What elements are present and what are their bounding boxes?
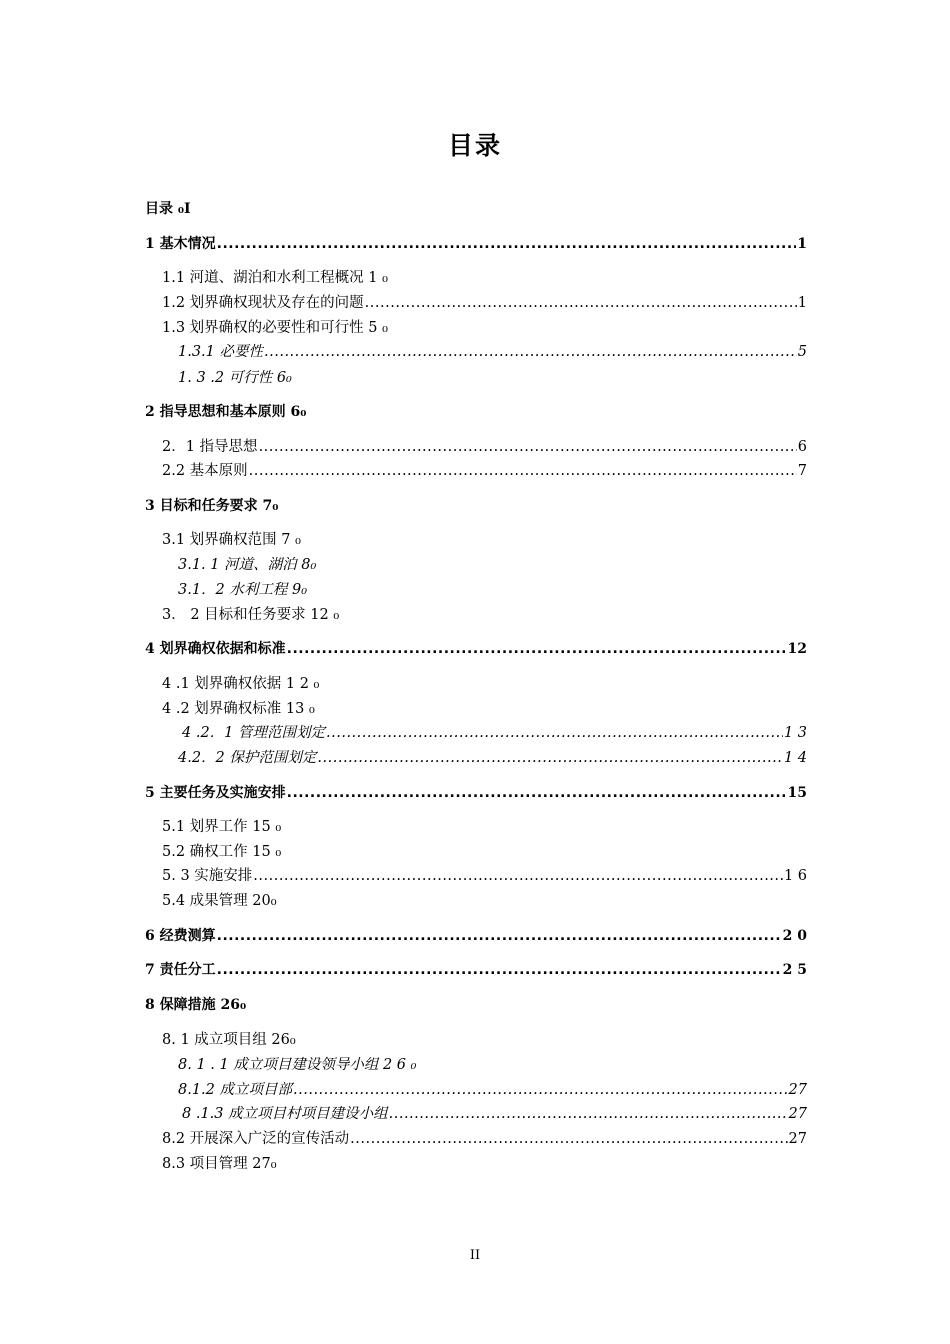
- toc-entry[interactable]: [145, 1129, 807, 1149]
- toc-entry[interactable]: [145, 293, 807, 313]
- toc-entry-title: 5.2 确权工作 15 ₀: [162, 844, 282, 860]
- toc-entry[interactable]: [145, 461, 807, 481]
- toc-entry-page: 27: [788, 1131, 807, 1147]
- toc-entry[interactable]: [145, 1080, 807, 1100]
- toc-entry-title: 8.3 项目管理 27₀: [162, 1156, 277, 1172]
- toc-entry-page: 7: [797, 463, 807, 479]
- toc-entry-title: 7 责任分工: [145, 962, 216, 978]
- toc-entry-title: 1.1 河道、湖泊和水利工程概况 1 ₀: [162, 270, 388, 286]
- toc-entry-page: 27: [788, 1082, 807, 1098]
- toc-entry[interactable]: [145, 783, 807, 803]
- toc-leader-dots: [326, 723, 783, 743]
- toc-entry-title: 3.1. 1 河道、湖泊 8₀: [178, 557, 317, 573]
- toc-entry[interactable]: [145, 639, 807, 659]
- toc-entry[interactable]: [145, 1104, 807, 1124]
- toc-entry[interactable]: [145, 580, 807, 600]
- toc-entry[interactable]: [145, 1154, 807, 1174]
- toc-entry-title: 8. 1 . 1 成立项目建设领导小组 2 6 ₀: [178, 1057, 417, 1073]
- toc-leader-dots: [217, 960, 782, 980]
- toc-entry-title: 3． 2 目标和任务要求 12 ₀: [162, 607, 340, 623]
- toc-entry-page: 2 0: [782, 928, 807, 944]
- toc-entry-title: 1.3.1 必要性: [178, 344, 264, 360]
- table-of-contents: [145, 0, 807, 1200]
- toc-entry[interactable]: [145, 960, 807, 980]
- toc-leader-dots: [253, 866, 783, 886]
- toc-leader-dots: [217, 234, 797, 254]
- toc-leader-dots: [249, 461, 797, 481]
- toc-entry[interactable]: [145, 748, 807, 768]
- toc-leader-dots: [350, 1129, 787, 1149]
- toc-entry-page: 1 4: [783, 750, 807, 766]
- toc-entry[interactable]: [145, 555, 807, 575]
- toc-entry-title: 5.1 划界工作 15 ₀: [162, 819, 282, 835]
- toc-entry[interactable]: [145, 268, 807, 288]
- toc-leader-dots: [317, 748, 783, 768]
- toc-entry-title: 8 .1.3 成立项目村项目建设小组: [182, 1106, 388, 1122]
- toc-entry-title: 8.1.2 成立项目部: [178, 1082, 293, 1098]
- toc-entry[interactable]: [145, 234, 807, 254]
- toc-entry-title: 5. 3 实施安排: [162, 868, 253, 884]
- toc-entry-page: 1 3: [783, 725, 807, 741]
- toc-leader-dots: [264, 342, 797, 362]
- toc-entry-title: 5.4 成果管理 20₀: [162, 893, 277, 909]
- toc-entry[interactable]: [145, 891, 807, 911]
- toc-entry-title: 2 指导思想和基本原则 6₀: [145, 404, 307, 420]
- toc-entry[interactable]: [145, 342, 807, 362]
- toc-entry-page: 15: [787, 785, 807, 801]
- toc-entry[interactable]: [145, 368, 807, 388]
- toc-entry[interactable]: [145, 674, 807, 694]
- toc-entry[interactable]: [145, 530, 807, 550]
- toc-entry-title: 目录 ₀I: [145, 201, 191, 217]
- page-number: II: [469, 1248, 481, 1263]
- toc-entry[interactable]: [145, 605, 807, 625]
- toc-entry[interactable]: [145, 1055, 807, 1075]
- toc-entry-title: 6 经费测算: [145, 928, 216, 944]
- toc-entry-page: 6: [797, 439, 807, 455]
- toc-entry-title: 4.2．2 保护范围划定: [178, 750, 317, 766]
- toc-leader-dots: [217, 926, 782, 946]
- toc-entry[interactable]: [145, 437, 807, 457]
- toc-entry-page: 1: [797, 295, 807, 311]
- toc-entry-title: 8 保障措施 26₀: [145, 997, 247, 1013]
- toc-entry[interactable]: [145, 842, 807, 862]
- toc-leader-dots: [287, 639, 787, 659]
- toc-entry-title: 4 .2 划界确权标准 13 ₀: [162, 701, 315, 717]
- toc-entry-title: 3.1．2 水利工程 9₀: [178, 582, 308, 598]
- toc-entry-page: 12: [787, 641, 807, 657]
- toc-entry-title: 2．1 指导思想: [162, 439, 258, 455]
- toc-entry[interactable]: [145, 926, 807, 946]
- page-title: 目录: [447, 131, 502, 160]
- toc-entry-title: 5 主要任务及实施安排: [145, 785, 286, 801]
- toc-entry-title: 4 .1 划界确权依据 1 2 ₀: [162, 676, 320, 692]
- toc-entry-page: 1: [797, 236, 807, 252]
- toc-entry-title: 1.3 划界确权的必要性和可行性 5 ₀: [162, 320, 388, 336]
- toc-entry-page: 27: [788, 1106, 807, 1122]
- toc-leader-dots: [293, 1080, 788, 1100]
- toc-leader-dots: [287, 783, 787, 803]
- toc-entry[interactable]: [145, 318, 807, 338]
- toc-entry[interactable]: [145, 866, 807, 886]
- toc-entry-title: 1.2 划界确权现状及存在的问题: [162, 295, 364, 311]
- toc-entry[interactable]: [145, 817, 807, 837]
- toc-entry-title: 3.1 划界确权范围 7 ₀: [162, 532, 301, 548]
- toc-leader-dots: [389, 1104, 788, 1124]
- toc-entry-page: 2 5: [782, 962, 807, 978]
- toc-leader-dots: [365, 293, 797, 313]
- toc-entry[interactable]: [145, 995, 807, 1015]
- toc-entry-page: 1 6: [783, 868, 807, 884]
- toc-entry[interactable]: [145, 723, 807, 743]
- toc-entry-title: 2.2 基本原则: [162, 463, 248, 479]
- toc-leader-dots: [259, 437, 797, 457]
- toc-entry[interactable]: [145, 402, 807, 422]
- toc-entry-title: 3 目标和任务要求 7₀: [145, 498, 279, 514]
- toc-entry-title: 1. 3 .2 可行性 6₀: [178, 370, 292, 386]
- toc-entry[interactable]: [145, 496, 807, 516]
- toc-entry-title: 8.2 开展深入广泛的宣传活动: [162, 1131, 350, 1147]
- toc-entry[interactable]: [145, 1030, 807, 1050]
- toc-entry-title: 4 .2．1 管理范围划定: [182, 725, 326, 741]
- toc-entry-title: 8. 1 成立项目组 26₀: [162, 1032, 296, 1048]
- toc-entry-page: 5: [797, 344, 807, 360]
- toc-entry-title: 1 基木情况: [145, 236, 216, 252]
- toc-entry[interactable]: [145, 199, 807, 219]
- toc-entry[interactable]: [145, 699, 807, 719]
- toc-entry-title: 4 划界确权依据和标准: [145, 641, 286, 657]
